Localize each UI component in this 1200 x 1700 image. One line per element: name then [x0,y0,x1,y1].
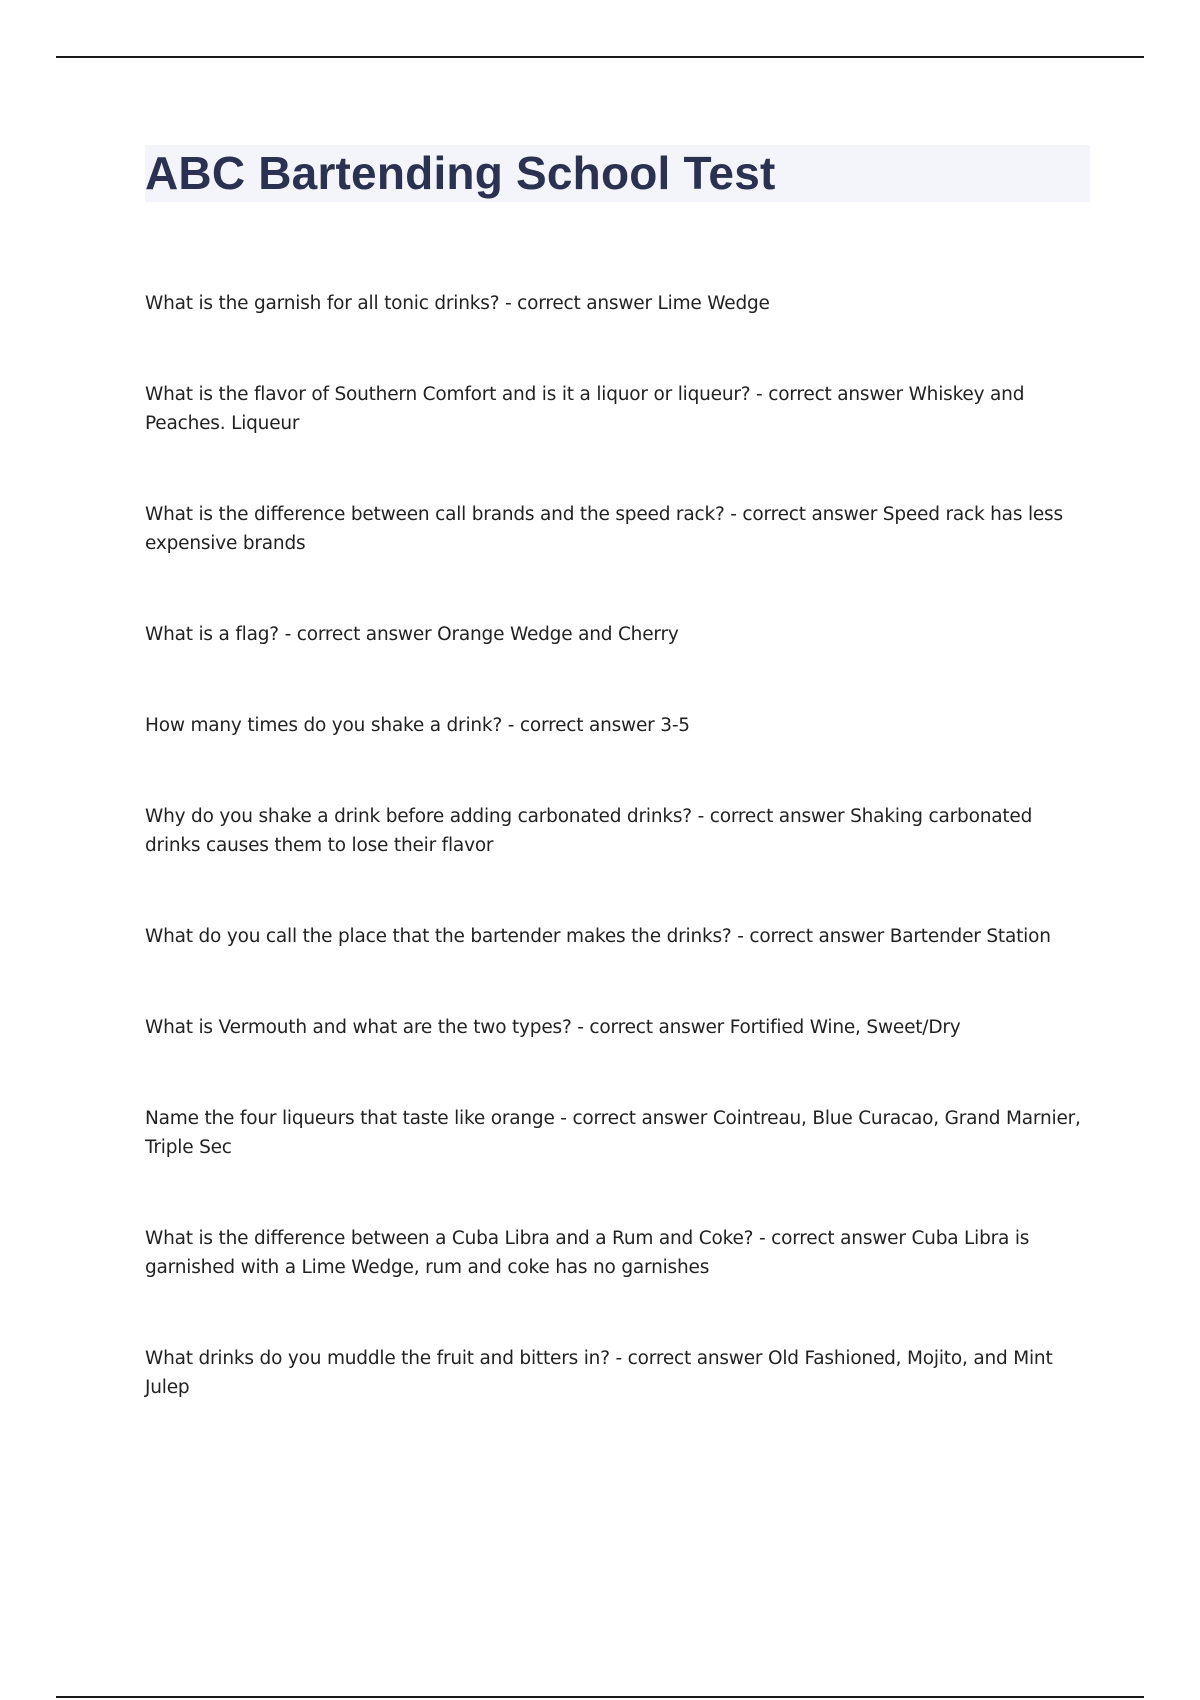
qa-item: What drinks do you muddle the fruit and bitters in? - correct answer Old Fashioned, Mojito, and Mint Julep [145,1348,1053,1398]
qa-item: What is the difference between call brands and the speed rack? - correct answer Speed rack has less expensive brands [145,504,1063,554]
qa-item: How many times do you shake a drink? - correct answer 3-5 [145,715,690,736]
qa-item: Why do you shake a drink before adding carbonated drinks? - correct answer Shaking carbonated drinks causes them to lose their flavor [145,806,1033,856]
qa-item: What is a flag? - correct answer Orange Wedge and Cherry [145,624,679,645]
qa-item: What is Vermouth and what are the two types? - correct answer Fortified Wine, Sweet/Dry [145,1017,961,1038]
bottom-rule [56,1696,1144,1698]
qa-item: What is the flavor of Southern Comfort and is it a liquor or liqueur? - correct answer Whiskey and Peaches. Liqueur [145,384,1025,434]
qa-item: What is the difference between a Cuba Libra and a Rum and Coke? - correct answer Cuba Libra is garnished with a Lime Wedge, rum and coke has no garnishes [145,1228,1030,1278]
qa-item: What do you call the place that the bartender makes the drinks? - correct answer Bartender Station [145,926,1051,947]
top-rule [56,56,1144,58]
qa-item: What is the garnish for all tonic drinks? - correct answer Lime Wedge [145,293,770,314]
qa-item: Name the four liqueurs that taste like orange - correct answer Cointreau, Blue Curacao, Grand Marnier, Triple Sec [145,1108,1081,1158]
page-title: ABC Bartending School Test [145,147,776,199]
